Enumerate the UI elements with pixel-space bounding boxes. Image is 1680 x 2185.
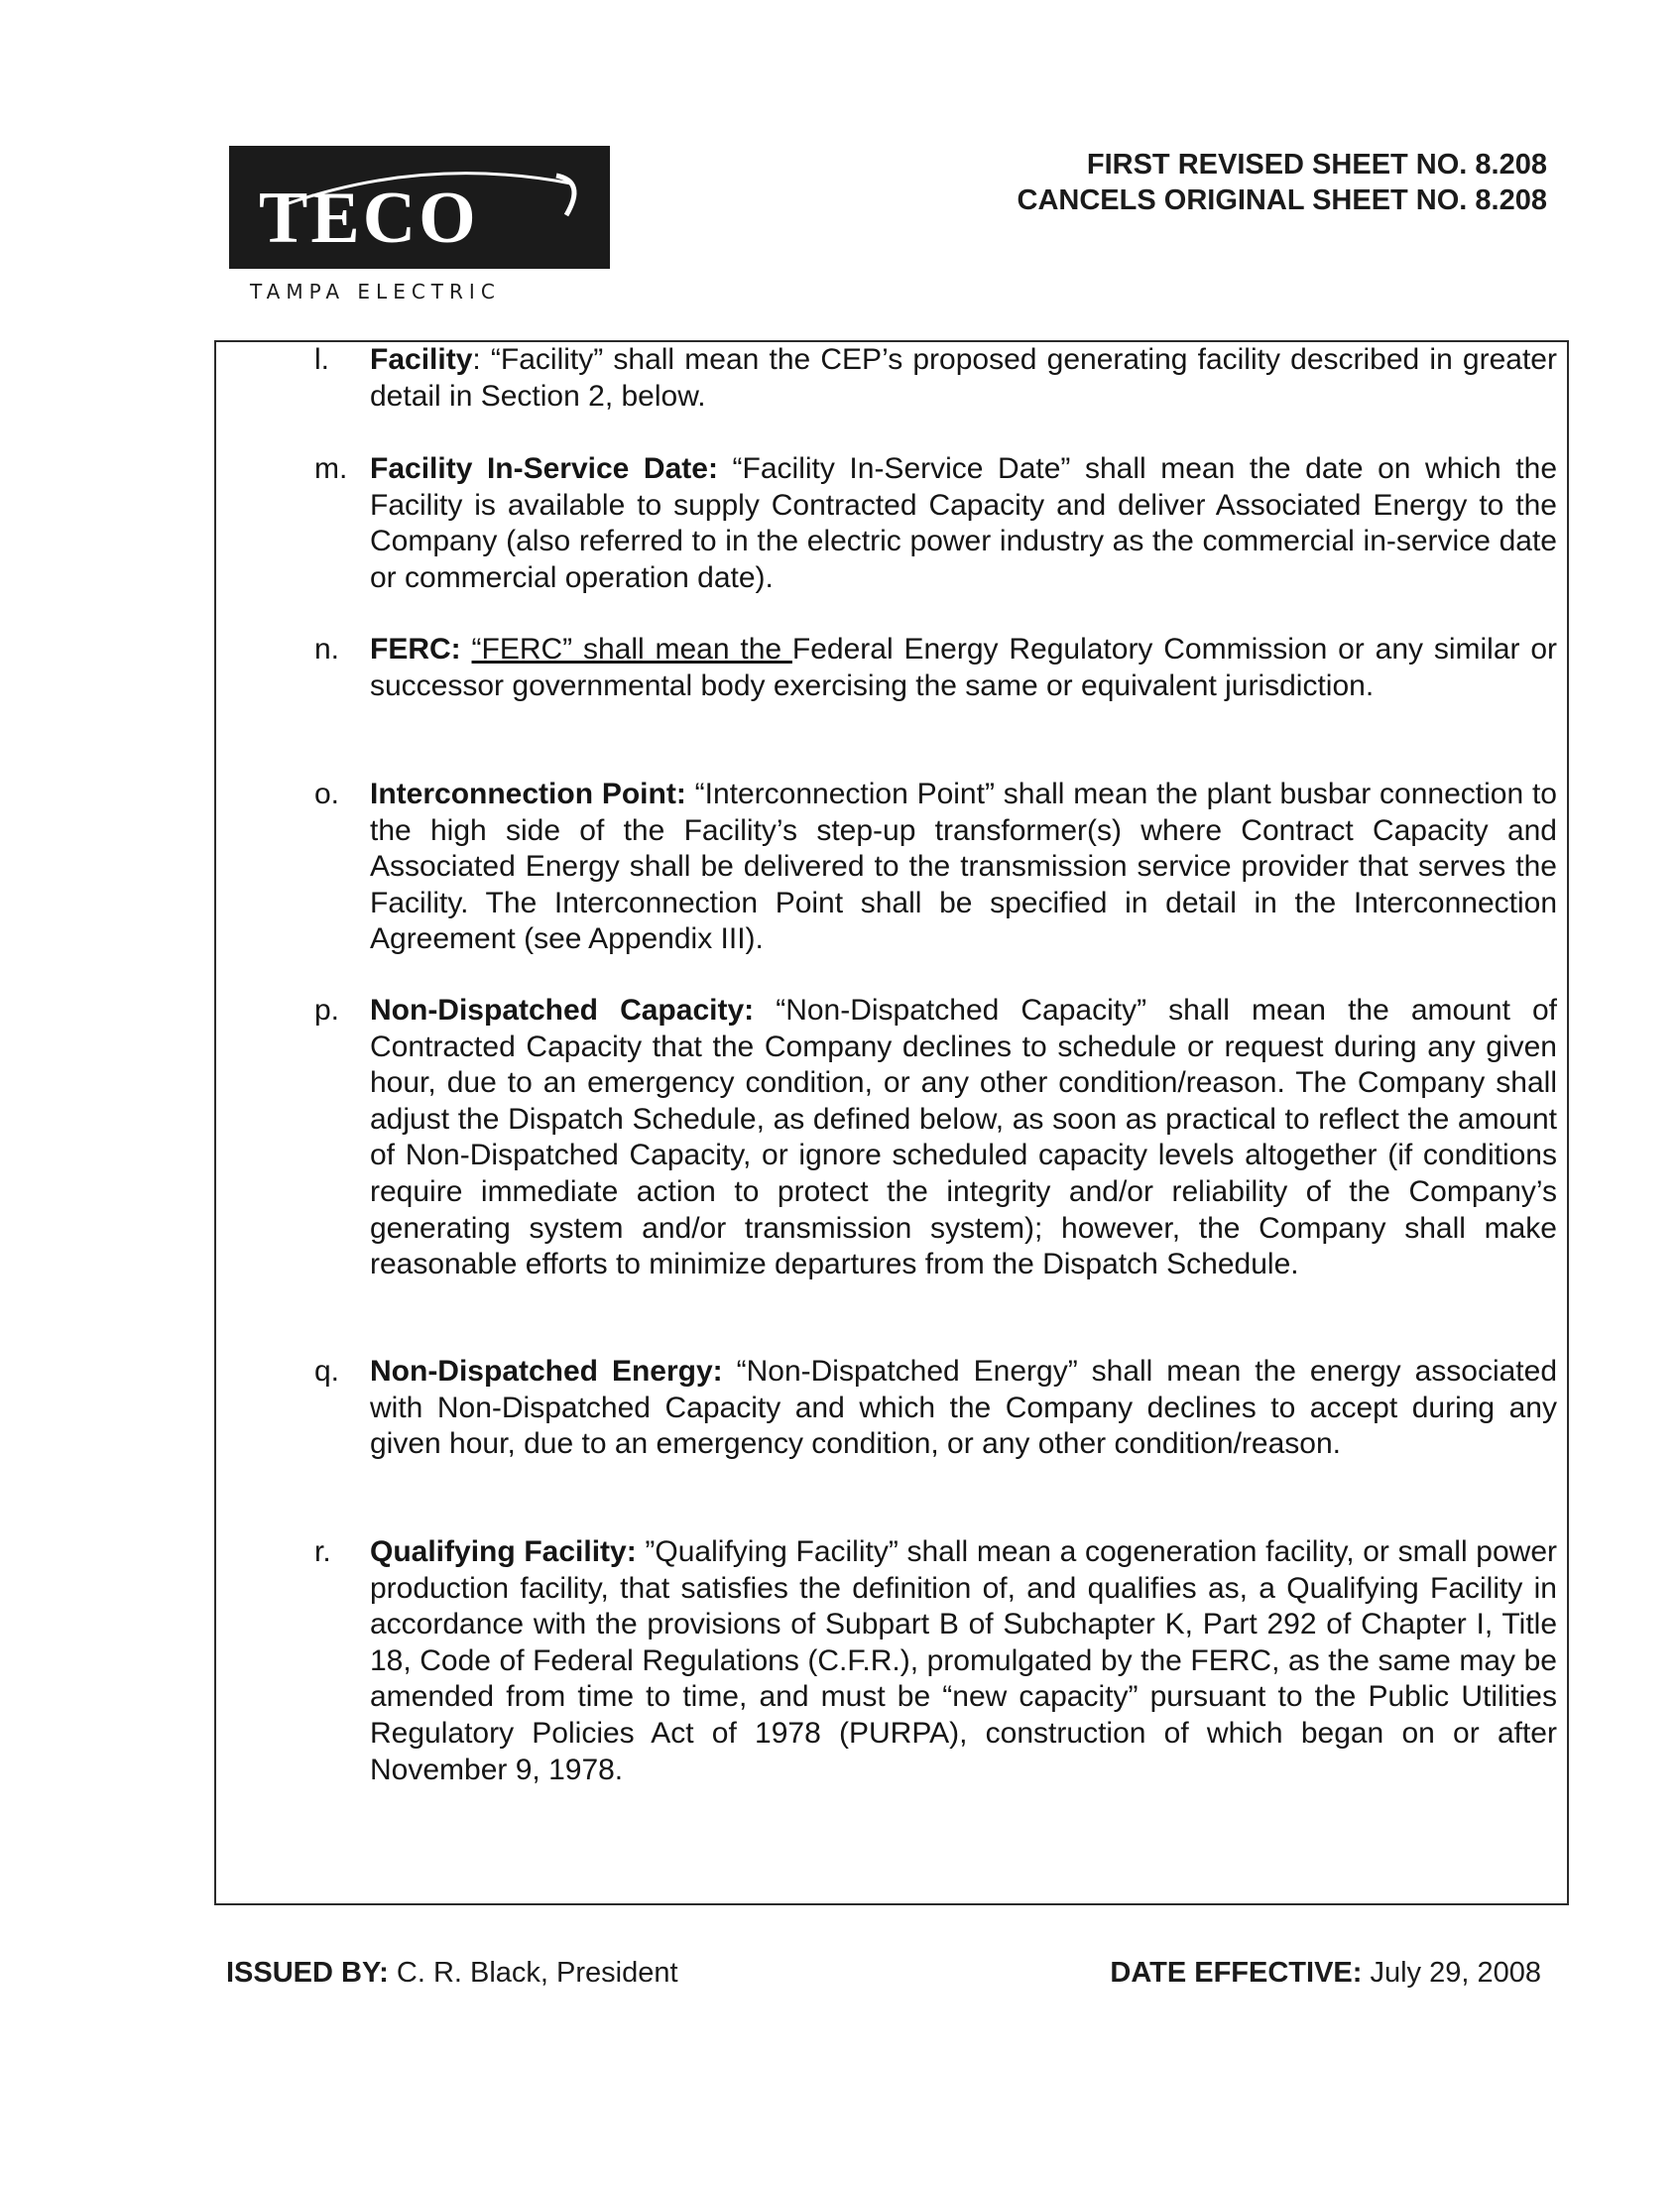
definition-text: “Non-Dispatched Capacity” shall mean the amount of Contracted Capacity that the Company declines to schedule or request during any given hour, due to an emergency condition, or any other condition/reason. The Company shall adjust the Dispatch Schedule, as defined below, as soon as practical to reflect the amount of Non-Dispatched Capacity, or ignore scheduled capacity levels altogether (if conditions require immediate action to protect the integrity and/or reliability of the Company’s generating system and/or transmission system); however, the Company shall make reasonable efforts to minimize departures from the Dispatch Schedule. [370,994,1558,1281]
logo-tagline: TAMPA ELECTRIC [250,280,501,303]
definition-item [314,632,1557,704]
definition-letter: o. [314,778,340,810]
definition-text: “Non-Dispatched Energy” shall mean the energy associated with Non-Dispatched Capacity and which the Company declines to accept during any given hour, due to an emergency condition, or any other condition/reason. [370,1355,1557,1461]
definition-letter: m. [314,452,348,485]
issued-by-label: ISSUED BY: [226,1957,389,1989]
definition-item [314,1354,1557,1463]
logo-brand-text: TECO [259,178,479,259]
definition-letter: l. [314,343,329,376]
definition-text: “Facility” shall mean the CEP’s proposed generating facility described in greater detail in Section 2, below. [370,343,1557,413]
date-effective-label: DATE EFFECTIVE: [1110,1957,1363,1989]
definition-text: Federal Energy Regulatory Commission or any similar or successor governmental body exercising the same or equivalent jurisdiction. [370,633,1557,702]
definition-letter: n. [314,633,340,666]
definition-term: Non-Dispatched Energy: [370,1355,723,1388]
definition-text: “Facility In-Service Date” shall mean the date on which the Facility is available to supply Contracted Capacity and deliver Associated Energy to the Company (also referred to in the electric power industry as the commercial in-service date or commercial operation date). [370,452,1558,594]
definition-item [314,342,1557,415]
logo-mark [229,146,610,269]
definition-item [314,993,1558,1283]
definition-term: Interconnection Point: [370,778,686,810]
definitions-box [214,340,1569,1905]
definition-separator: : [472,343,481,376]
issued-by [226,1955,678,1991]
definition-underlined-text: “FERC” shall mean the [471,633,792,666]
date-effective [1110,1955,1541,1991]
definition-term: Facility [370,343,473,376]
definition-term: FERC: [370,633,461,666]
definition-item [314,777,1557,958]
date-effective-value: July 29, 2008 [1370,1957,1541,1989]
definition-item [314,1534,1558,1788]
definition-letter: r. [314,1535,331,1568]
cancels-sheet: CANCELS ORIGINAL SHEET NO. 8.208 [1017,184,1547,216]
definition-letter: q. [314,1355,340,1388]
definition-term: Facility In-Service Date: [370,452,718,485]
issued-by-value: C. R. Black, President [396,1957,678,1989]
definition-item [314,451,1558,596]
sheet-header [1018,147,1547,218]
definition-term: Qualifying Facility: [370,1535,637,1568]
sheet-number: FIRST REVISED SHEET NO. 8.208 [1086,149,1547,181]
definition-term: Non-Dispatched Capacity: [370,994,755,1027]
definition-text: ”Qualifying Facility” shall mean a cogeneration facility, or small power production facility, that satisfies the definition of, and qualifies as, a Qualifying Facility in accordance with the provisions of Subpart B of Subchapter K, Part 292 of Chapter I, Title 18, Code of Federal Regulations (C.F.R.), promulgated by the FERC, as the same may be amended from time to time, and must be “new capacity” pursuant to the Public Utilities Regulatory Policies Act of 1978 (PURPA), construction of which began on or after November 9, 1978. [370,1535,1558,1786]
definition-text: “Interconnection Point” shall mean the plant busbar connection to the high side of the Facility’s step-up transformer(s) where Contract Capacity and Associated Energy shall be delivered to the transmission service provider that serves the Facility. The Interconnection Point shall be specified in detail in the Interconnection Agreement (see Appendix III). [370,778,1557,956]
definition-letter: p. [314,994,340,1027]
